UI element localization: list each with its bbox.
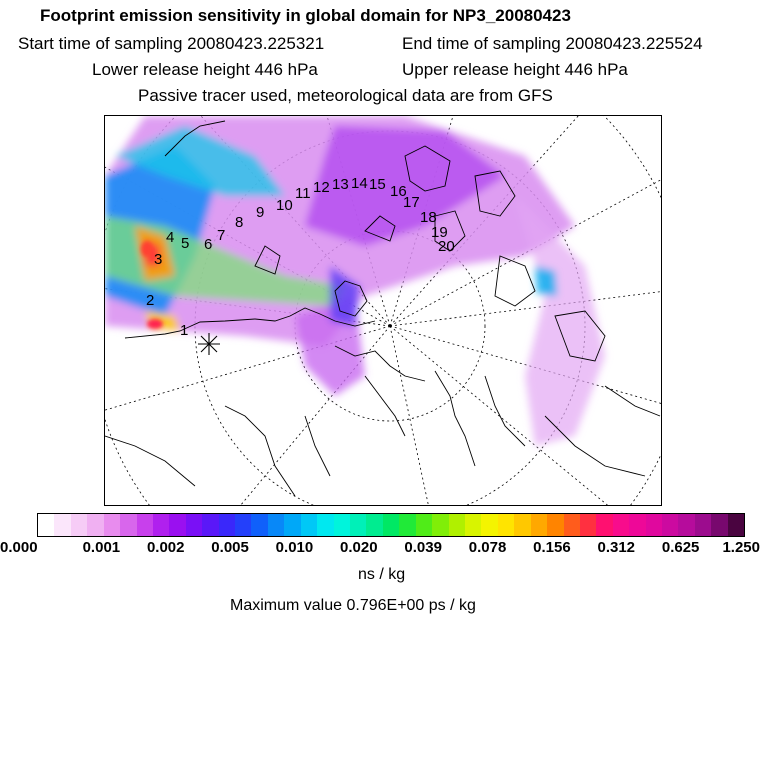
colorbar-swatch — [219, 514, 235, 536]
start-time-label: Start time of sampling 20080423.225321 — [18, 34, 325, 53]
trajectory-label-6: 6 — [204, 236, 213, 253]
trajectory-label-7: 7 — [217, 227, 226, 244]
footprint-map — [104, 115, 662, 506]
colorbar-tick-label: 0.020 — [340, 539, 378, 556]
trajectory-label-3: 3 — [154, 251, 163, 268]
colorbar-swatch — [104, 514, 120, 536]
colorbar-swatch — [662, 514, 678, 536]
colorbar-tick-label: 0.312 — [597, 539, 636, 556]
colorbar-swatch — [646, 514, 662, 536]
colorbar-swatch — [202, 514, 218, 536]
colorbar-tick-label: 0.156 — [533, 539, 571, 556]
colorbar-swatch — [120, 514, 136, 536]
colorbar-swatch — [613, 514, 629, 536]
upper-release-height-label: Upper release height 446 hPa — [402, 60, 628, 79]
trajectory-label-12: 12 — [313, 179, 330, 196]
colorbar-tick-label: 0.005 — [211, 539, 249, 556]
colorbar-swatch — [449, 514, 465, 536]
colorbar-tick-label: 0.039 — [404, 539, 442, 556]
colorbar-swatch — [268, 514, 284, 536]
trajectory-label-11: 11 — [295, 185, 311, 202]
trajectory-label-19: 19 — [431, 224, 448, 241]
colorbar-swatch — [317, 514, 333, 536]
trajectory-label-10: 10 — [276, 197, 293, 214]
colorbar-swatch — [235, 514, 251, 536]
colorbar-swatch — [711, 514, 727, 536]
colorbar-swatch — [54, 514, 70, 536]
colorbar-tick-label: 0.010 — [275, 539, 314, 556]
trajectory-label-8: 8 — [235, 214, 244, 231]
map-canvas — [105, 116, 662, 506]
colorbar-swatch — [580, 514, 596, 536]
colorbar-swatch — [87, 514, 103, 536]
colorbar-tick-label: 0.000 — [0, 539, 38, 556]
colorbar-swatch — [596, 514, 612, 536]
colorbar-swatch — [564, 514, 580, 536]
colorbar-swatch — [153, 514, 169, 536]
colorbar-unit: ns / kg — [358, 566, 406, 583]
trajectory-label-2: 2 — [146, 292, 155, 309]
colorbar-tick-label: 0.078 — [468, 539, 507, 556]
colorbar-swatch — [366, 514, 382, 536]
colorbar-swatch — [169, 514, 185, 536]
colorbar-swatch — [350, 514, 366, 536]
colorbar-swatch — [695, 514, 711, 536]
colorbar-swatch — [301, 514, 317, 536]
release-point-marker — [198, 333, 220, 355]
trajectory-label-9: 9 — [256, 204, 265, 221]
trajectory-label-13: 13 — [332, 176, 349, 193]
colorbar-swatch — [432, 514, 448, 536]
colorbar-swatch — [728, 514, 744, 536]
colorbar-swatch — [251, 514, 267, 536]
colorbar-swatch — [399, 514, 415, 536]
colorbar-swatch — [498, 514, 514, 536]
colorbar-swatch — [547, 514, 563, 536]
plot-title: Footprint emission sensitivity in global domain for NP3_20080423 — [40, 6, 571, 25]
trajectory-label-17: 17 — [403, 194, 420, 211]
colorbar-swatch — [334, 514, 350, 536]
colorbar-swatch — [71, 514, 87, 536]
colorbar-swatch — [629, 514, 645, 536]
tracer-note: Passive tracer used, meteorological data are from GFS — [138, 86, 553, 105]
colorbar-swatch — [531, 514, 547, 536]
end-time-label: End time of sampling 20080423.225524 — [402, 34, 703, 53]
trajectory-label-15: 15 — [369, 176, 386, 193]
colorbar-swatch — [38, 514, 54, 536]
colorbar-swatch — [481, 514, 497, 536]
trajectory-label-5: 5 — [181, 235, 190, 252]
colorbar-tick-label: 0.625 — [661, 539, 700, 556]
trajectory-label-1: 1 — [180, 322, 189, 339]
colorbar-swatch — [416, 514, 432, 536]
colorbar-swatch — [186, 514, 202, 536]
colorbar-tick-label: 0.002 — [146, 539, 185, 556]
sensitivity-field — [105, 116, 605, 446]
colorbar-swatch — [678, 514, 694, 536]
trajectory-label-18: 18 — [420, 209, 437, 226]
colorbar — [37, 513, 745, 537]
trajectory-label-4: 4 — [166, 229, 175, 246]
trajectory-label-16: 16 — [390, 183, 407, 200]
colorbar-tick-label: 0.001 — [82, 539, 121, 556]
colorbar-swatch — [465, 514, 481, 536]
colorbar-swatch — [137, 514, 153, 536]
trajectory-label-20: 20 — [438, 238, 455, 255]
colorbar-tick-label: 1.250 — [722, 539, 760, 556]
trajectory-label-14: 14 — [351, 175, 368, 192]
colorbar-swatch — [284, 514, 300, 536]
colorbar-swatch — [383, 514, 399, 536]
lower-release-height-label: Lower release height 446 hPa — [92, 60, 318, 79]
colorbar-swatch — [514, 514, 530, 536]
maximum-value-label: Maximum value 0.796E+00 ps / kg — [230, 597, 476, 614]
